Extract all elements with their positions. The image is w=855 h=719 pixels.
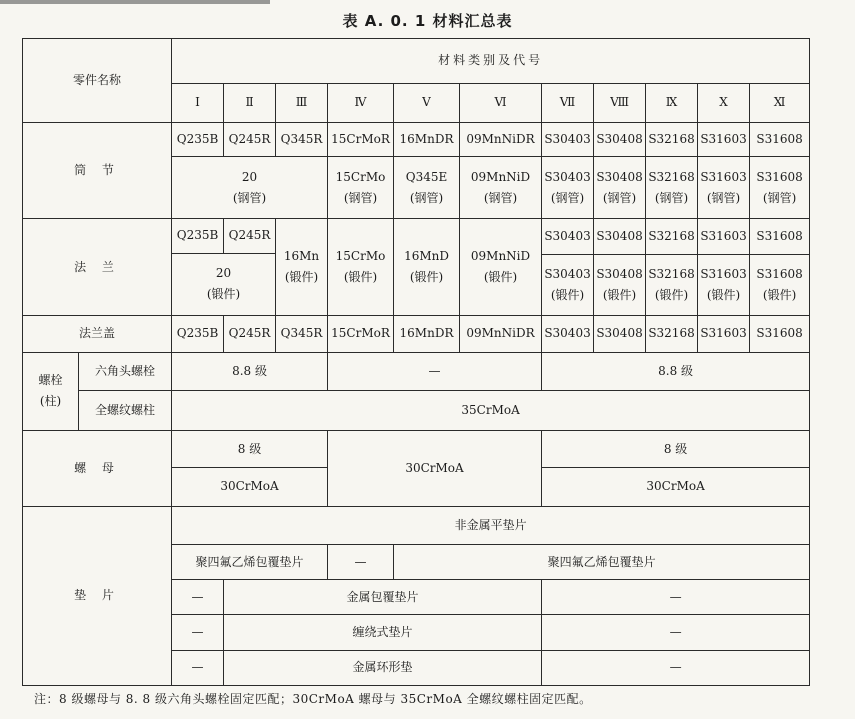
grade-text: S32168 xyxy=(648,169,695,184)
material-cell: S32168 xyxy=(646,219,698,254)
material-cell: 金属包覆垫片 xyxy=(224,580,542,615)
material-cell: — xyxy=(328,544,394,579)
grade-text: Q345E xyxy=(405,169,448,184)
material-cell xyxy=(542,254,594,315)
cropped-previous-text xyxy=(0,0,270,4)
grade-text: 20 xyxy=(241,169,258,184)
material-cell xyxy=(698,254,750,315)
hex-bolt-row xyxy=(23,353,810,391)
form-note: (钢管) xyxy=(762,190,797,205)
gasket-row-1 xyxy=(23,506,810,544)
material-cell: — xyxy=(542,615,810,650)
material-cell: 缠绕式垫片 xyxy=(224,615,542,650)
grade-text: S31603 xyxy=(700,169,747,184)
falangai-row xyxy=(23,315,810,352)
roman-header: Ⅴ xyxy=(394,83,460,122)
material-cell: S31603 xyxy=(698,122,750,156)
form-note: (钢管) xyxy=(409,190,444,205)
material-cell: 聚四氟乙烯包覆垫片 xyxy=(172,544,328,579)
form-note: (钢管) xyxy=(232,190,267,205)
grade-text: 09MnNiD xyxy=(470,249,531,264)
material-cell: Q235B xyxy=(172,122,224,156)
nut-row-1 xyxy=(23,430,810,467)
material-cell xyxy=(460,157,542,219)
material-cell xyxy=(276,219,328,315)
grade-text: 20 xyxy=(215,266,232,281)
form-note: (锻件) xyxy=(284,270,319,285)
grade-text: S30403 xyxy=(544,169,591,184)
material-cell: 8 级 xyxy=(542,430,810,467)
material-cell: S31603 xyxy=(698,315,750,352)
material-cell xyxy=(328,219,394,315)
material-cell: — xyxy=(172,580,224,615)
form-note: (锻件) xyxy=(483,270,518,285)
material-cell: 30CrMoA xyxy=(328,430,542,506)
material-cell: S30403 xyxy=(542,219,594,254)
grade-text: 16MnD xyxy=(404,249,449,264)
stud-row xyxy=(23,391,810,430)
roman-header: Ⅷ xyxy=(594,83,646,122)
grade-text: S30403 xyxy=(544,266,591,281)
material-cell: 8 级 xyxy=(172,430,328,467)
material-cell: — xyxy=(328,353,542,391)
form-note: (钢管) xyxy=(654,190,689,205)
material-cell: 15CrMoR xyxy=(328,315,394,352)
roman-header: Ⅸ xyxy=(646,83,698,122)
form-note: (钢管) xyxy=(483,190,518,205)
header-row-category xyxy=(23,39,810,84)
roman-header: Ⅳ xyxy=(328,83,394,122)
material-cell: 16MnDR xyxy=(394,122,460,156)
material-cell: 35CrMoA xyxy=(172,391,810,430)
gasket-label: 垫 片 xyxy=(23,506,172,685)
material-cell: S32168 xyxy=(646,122,698,156)
form-note: (锻件) xyxy=(409,270,444,285)
material-cell: S30403 xyxy=(542,315,594,352)
material-cell: Q245R xyxy=(224,122,276,156)
material-cell xyxy=(646,157,698,219)
material-cell: 15CrMoR xyxy=(328,122,394,156)
material-cell xyxy=(646,254,698,315)
tongjie-plate-row xyxy=(23,122,810,156)
material-cell: S30408 xyxy=(594,122,646,156)
material-cell: 聚四氟乙烯包覆垫片 xyxy=(394,544,810,579)
material-cell xyxy=(394,157,460,219)
grade-text: 15CrMo xyxy=(335,169,386,184)
material-cell: Q245R xyxy=(224,315,276,352)
form-note: (锻件) xyxy=(762,287,797,302)
material-cell: 8.8 级 xyxy=(172,353,328,391)
bolt-label-b: (柱) xyxy=(39,394,62,409)
material-cell: S31608 xyxy=(750,219,810,254)
material-cell: 09MnNiDR xyxy=(460,315,542,352)
grade-text: S31608 xyxy=(756,266,803,281)
roman-header: Ⅹ xyxy=(698,83,750,122)
material-cell xyxy=(460,219,542,315)
form-note: (锻件) xyxy=(706,287,741,302)
material-cell: 非金属平垫片 xyxy=(172,506,810,544)
grade-text: 15CrMo xyxy=(335,249,386,264)
material-cell xyxy=(394,219,460,315)
grade-text: S30408 xyxy=(596,266,643,281)
material-cell xyxy=(542,157,594,219)
material-cell xyxy=(750,157,810,219)
grade-text: S31608 xyxy=(756,169,803,184)
material-cell: — xyxy=(172,650,224,685)
hex-bolt-label: 六角头螺栓 xyxy=(79,353,172,391)
form-note: (钢管) xyxy=(343,190,378,205)
grade-text: 16Mn xyxy=(283,249,320,264)
roman-header: I xyxy=(172,83,224,122)
category-header: 材料类别及代号 xyxy=(172,39,810,84)
stud-label: 全螺纹螺柱 xyxy=(79,391,172,430)
form-note: (锻件) xyxy=(550,287,585,302)
material-cell xyxy=(594,157,646,219)
material-cell: Q235B xyxy=(172,315,224,352)
roman-header: Ⅲ xyxy=(276,83,328,122)
roman-header: Ⅵ xyxy=(460,83,542,122)
material-cell: 金属环形垫 xyxy=(224,650,542,685)
material-cell xyxy=(594,254,646,315)
grade-text: S32168 xyxy=(648,266,695,281)
material-cell: Q245R xyxy=(224,219,276,253)
material-cell: S32168 xyxy=(646,315,698,352)
bolt-label xyxy=(23,353,79,431)
form-note: (钢管) xyxy=(550,190,585,205)
roman-header: Ⅶ xyxy=(542,83,594,122)
material-summary-table xyxy=(22,38,810,686)
material-cell: S30403 xyxy=(542,122,594,156)
material-cell: Q345R xyxy=(276,315,328,352)
material-cell xyxy=(750,254,810,315)
material-cell xyxy=(698,157,750,219)
form-note: (钢管) xyxy=(706,190,741,205)
material-cell xyxy=(172,157,328,219)
nut-label: 螺 母 xyxy=(23,430,172,506)
roman-header: Ⅱ xyxy=(224,83,276,122)
material-cell: — xyxy=(172,615,224,650)
material-cell: 8.8 级 xyxy=(542,353,810,391)
material-cell xyxy=(328,157,394,219)
material-cell: 30CrMoA xyxy=(542,468,810,506)
grade-text: 09MnNiD xyxy=(470,169,531,184)
material-cell: 30CrMoA xyxy=(172,468,328,506)
form-note: (锻件) xyxy=(343,270,378,285)
material-cell xyxy=(172,253,276,315)
material-cell: — xyxy=(542,580,810,615)
table-caption: 表 A. 0. 1 材料汇总表 xyxy=(342,12,513,30)
bolt-label-a: 螺栓 xyxy=(38,373,63,388)
material-cell: — xyxy=(542,650,810,685)
form-note: (锻件) xyxy=(654,287,689,302)
form-note: (钢管) xyxy=(602,190,637,205)
falangai-label: 法兰盖 xyxy=(23,315,172,352)
material-cell: S31608 xyxy=(750,122,810,156)
falan-row-1 xyxy=(23,219,810,253)
tongjie-label: 筒 节 xyxy=(23,122,172,218)
grade-text: S31603 xyxy=(700,266,747,281)
part-name-header: 零件名称 xyxy=(23,39,172,123)
form-note: (锻件) xyxy=(602,287,637,302)
table-footnote: 注：8 级螺母与 8. 8 级六角头螺栓固定匹配；30CrMoA 螺母与 35CrMoA 全螺纹螺柱固定匹配。 xyxy=(34,692,592,706)
material-cell: Q345R xyxy=(276,122,328,156)
material-cell: 09MnNiDR xyxy=(460,122,542,156)
material-cell: S31608 xyxy=(750,315,810,352)
material-cell: S31603 xyxy=(698,219,750,254)
material-cell: S30408 xyxy=(594,315,646,352)
roman-header: Ⅺ xyxy=(750,83,810,122)
falan-label: 法 兰 xyxy=(23,219,172,315)
material-cell: Q235B xyxy=(172,219,224,253)
grade-text: S30408 xyxy=(596,169,643,184)
form-note: (锻件) xyxy=(206,287,241,302)
material-cell: S30408 xyxy=(594,219,646,254)
material-cell: 16MnDR xyxy=(394,315,460,352)
